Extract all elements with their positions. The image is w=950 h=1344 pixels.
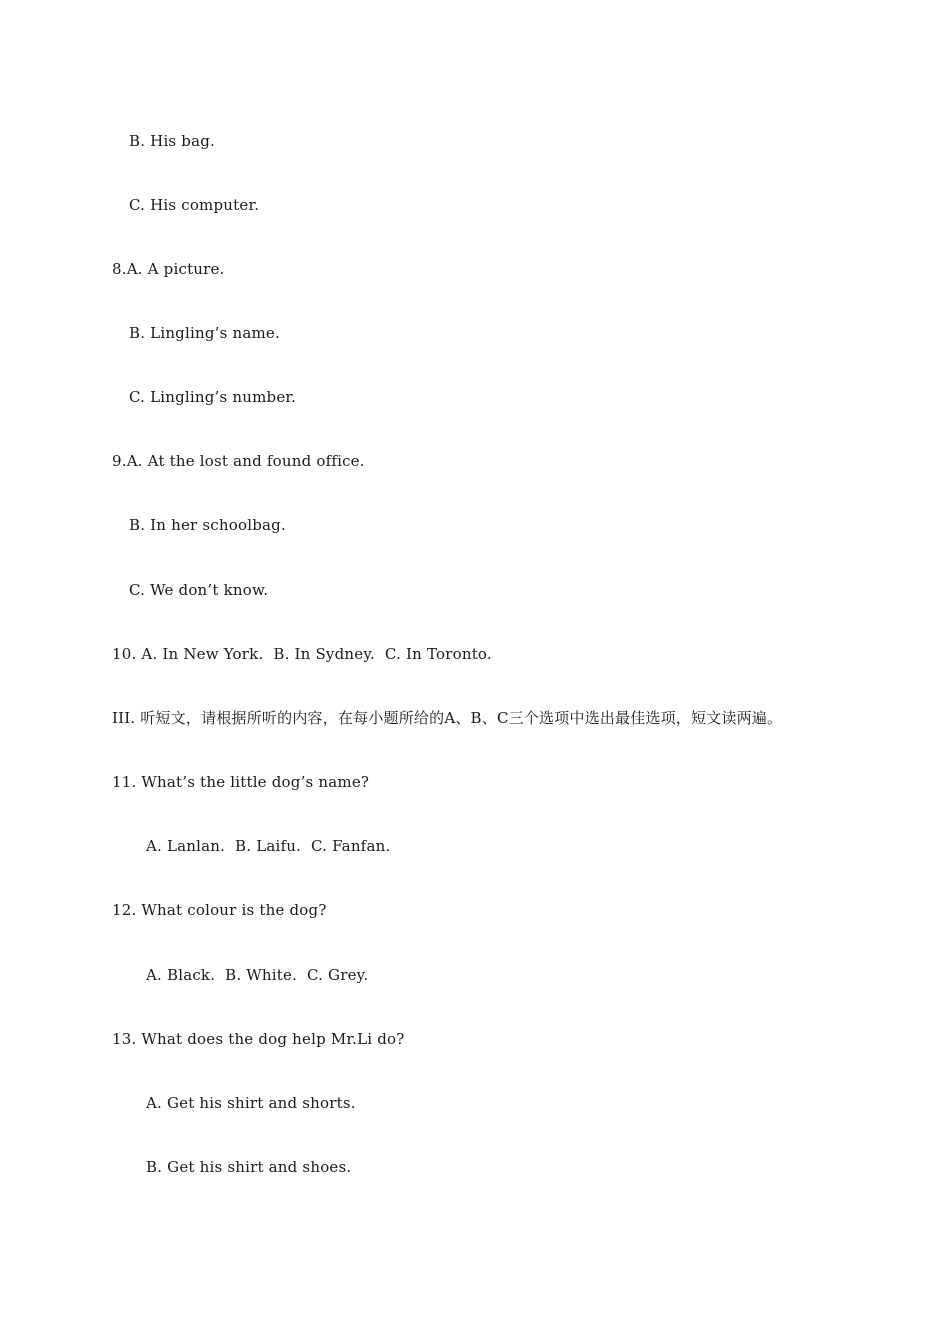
q13-option-b: B. Get his shirt and shoes. [146, 1158, 352, 1176]
q8-option-c: C. Lingling’s number. [129, 388, 297, 406]
q7-option-b: B. His bag. [129, 132, 216, 150]
q9-option-a: 9.A. At the lost and found office. [112, 452, 365, 470]
q13-option-a: A. Get his shirt and shorts. [146, 1094, 356, 1112]
q12-options: A. Black. B. White. C. Grey. [146, 966, 369, 984]
q11-question: 11. What’s the little dog’s name? [112, 773, 370, 791]
q8-option-a: 8.A. A picture. [112, 260, 225, 278]
q7-option-c: C. His computer. [129, 196, 260, 214]
section-3-heading: III. 听短文，请根据所听的内容，在每小题所给的A、B、C三个选项中选出最佳选项，短文读两遍。 [112, 709, 783, 727]
q9-option-c: C. We don’t know. [129, 581, 269, 599]
q12-question: 12. What colour is the dog? [112, 901, 327, 919]
q11-options: A. Lanlan. B. Laifu. C. Fanfan. [146, 837, 391, 855]
q13-question: 13. What does the dog help Mr.Li do? [112, 1030, 405, 1048]
q8-option-b: B. Lingling’s name. [129, 324, 280, 342]
q10-options: 10. A. In New York. B. In Sydney. C. In Toronto. [112, 645, 492, 663]
q9-option-b: B. In her schoolbag. [129, 516, 286, 534]
